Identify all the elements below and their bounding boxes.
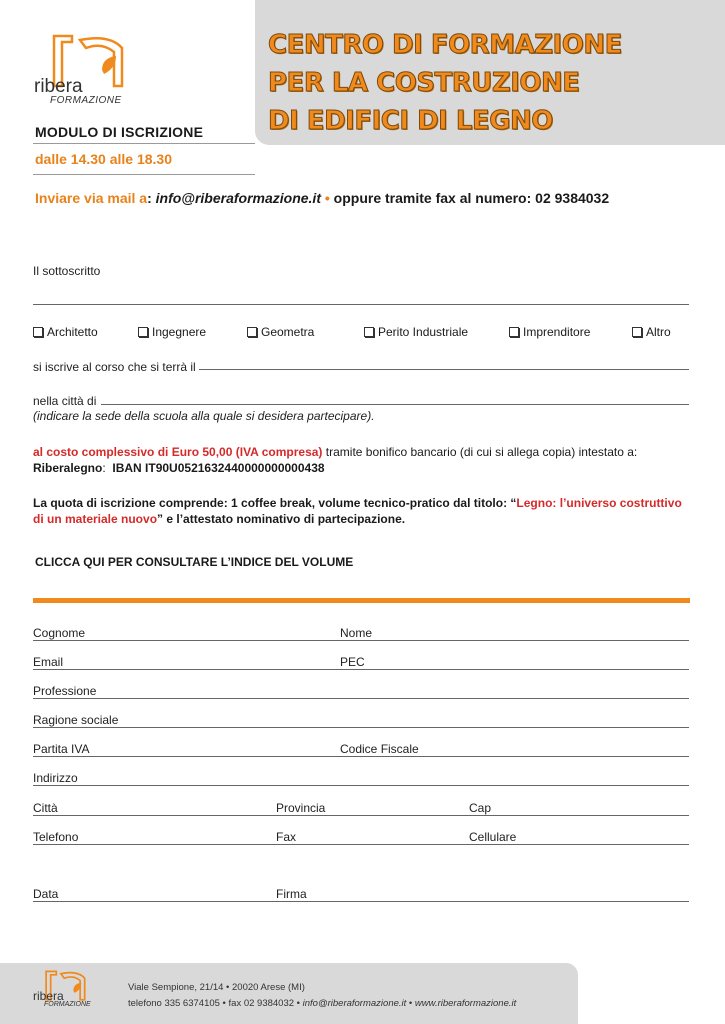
- divider: [33, 174, 255, 175]
- checkbox-altro[interactable]: [632, 325, 671, 339]
- cognome-label: Cognome: [33, 626, 86, 640]
- checkbox-label: Architetto: [47, 325, 98, 339]
- sottoscritto-field[interactable]: [33, 304, 689, 305]
- schedule-text: dalle 14.30 alle 18.30: [35, 151, 172, 167]
- footer-logo: [32, 968, 92, 1013]
- quota-book-title: Legno: l’universo costruttivo di un materiale nuovo: [33, 496, 682, 526]
- cap-label: Cap: [469, 801, 492, 815]
- professione-field[interactable]: [33, 698, 689, 699]
- iban: IBAN IT90U0521632440000000000438: [112, 461, 325, 475]
- footer-logo-name: ribera: [33, 989, 64, 1003]
- email-label: Email: [33, 655, 64, 669]
- footer-web-link[interactable]: www.riberaformazione.it: [414, 998, 517, 1009]
- index-link[interactable]: CLICCA QUI PER CONSULTARE L’INDICE DEL VOLUME: [35, 555, 354, 569]
- title-line-3: DI EDIFICI DI LEGNO: [268, 106, 553, 136]
- citta-label: nella città di: [33, 394, 97, 408]
- costo-rest: tramite bonifico bancario (di cui si allega copia) intestato a:: [322, 445, 638, 459]
- telefono-label: Telefono: [33, 830, 79, 844]
- checkbox-ingegnere[interactable]: [138, 325, 206, 339]
- costo-highlight: al costo complessivo di Euro 50,00 (IVA compresa): [33, 445, 323, 459]
- send-instructions: [35, 190, 609, 206]
- footer-email-link[interactable]: info@riberaformazione.it: [302, 998, 407, 1009]
- checkbox-architetto[interactable]: [33, 325, 98, 339]
- checkbox-icon: [33, 327, 43, 337]
- logo-name: ribera: [34, 76, 83, 97]
- form-title: MODULO DI ISCRIZIONE: [35, 124, 204, 140]
- fax-text: oppure tramite fax al numero: 02 9384032: [333, 190, 610, 206]
- beneficiario: Riberalegno: [33, 461, 103, 475]
- sottoscritto-label: Il sottoscritto: [33, 264, 101, 278]
- checkbox-label: Imprenditore: [523, 325, 591, 339]
- costo-paragraph: al costo complessivo di Euro 50,00 (IVA compresa) tramite bonifico bancario (di cui si allega copia) intestato a: Riberalegno: IBAN IT90U0521632440000000000438: [33, 445, 638, 475]
- footer-contacts: [128, 998, 516, 1009]
- partita-iva-label: Partita IVA: [33, 742, 90, 756]
- checkbox-label: Ingegnere: [152, 325, 207, 339]
- footer-sep: •: [406, 998, 415, 1009]
- title-line-1: CENTRO DI FORMAZIONE: [268, 30, 622, 60]
- send-colon: :: [147, 190, 152, 206]
- checkbox-label: Perito Industriale: [378, 325, 469, 339]
- citta-prov-cap-field[interactable]: [33, 815, 689, 816]
- logo: [32, 30, 132, 110]
- checkbox-imprenditore[interactable]: [509, 325, 590, 339]
- corso-label: si iscrive al corso che si terrà il: [33, 360, 196, 374]
- indirizzo-field[interactable]: [33, 785, 689, 786]
- citta-field-label: Città: [33, 801, 58, 815]
- telefono-fax-cell-field[interactable]: [33, 844, 689, 845]
- quota-part2: ” e l’attestato nominativo di partecipazione.: [157, 512, 406, 526]
- checkbox-geometra[interactable]: [247, 325, 314, 339]
- checkbox-icon: [364, 327, 374, 337]
- quota-paragraph: [33, 495, 695, 527]
- title-line-2: PER LA COSTRUZIONE: [268, 68, 580, 98]
- citta-note: (indicare la sede della scuola alla quale si desidera partecipare).: [33, 409, 375, 423]
- send-email-link[interactable]: info@riberaformazione.it: [155, 190, 321, 206]
- checkbox-icon: [632, 327, 642, 337]
- checkbox-perito[interactable]: [364, 325, 468, 339]
- cellulare-label: Cellulare: [469, 830, 517, 844]
- checkbox-icon: [138, 327, 148, 337]
- bullet: •: [324, 190, 330, 206]
- firma-label: Firma: [276, 887, 307, 901]
- cognome-nome-field[interactable]: [33, 640, 689, 641]
- data-label: Data: [33, 887, 59, 901]
- indirizzo-label: Indirizzo: [33, 771, 78, 785]
- footer-phone-fax: telefono 335 6374105 • fax 02 9384032 •: [128, 998, 303, 1009]
- citta-field[interactable]: [101, 404, 689, 405]
- orange-divider: [33, 598, 690, 603]
- codice-fiscale-label: Codice Fiscale: [340, 742, 419, 756]
- checkbox-icon: [509, 327, 519, 337]
- professione-label: Professione: [33, 684, 97, 698]
- checkbox-label: Geometra: [261, 325, 315, 339]
- data-firma-field[interactable]: [33, 901, 689, 902]
- quota-part1: La quota di iscrizione comprende: 1 coffee break, volume tecnico-pratico dal titolo: “: [33, 496, 517, 510]
- fax-label: Fax: [276, 830, 297, 844]
- corso-date-field[interactable]: [199, 369, 689, 370]
- checkbox-icon: [247, 327, 257, 337]
- ragione-sociale-label: Ragione sociale: [33, 713, 119, 727]
- email-pec-field[interactable]: [33, 669, 689, 670]
- checkbox-label: Altro: [646, 325, 671, 339]
- footer-address: Viale Sempione, 21/14 • 20020 Arese (MI): [128, 982, 305, 993]
- nome-label: Nome: [340, 626, 373, 640]
- ragione-sociale-field[interactable]: [33, 727, 689, 728]
- pec-label: PEC: [340, 655, 365, 669]
- footer-logo-subtitle: FORMAZIONE: [44, 1001, 91, 1008]
- divider: [33, 143, 255, 144]
- piva-cf-field[interactable]: [33, 756, 689, 757]
- send-prefix: Inviare via mail a: [35, 190, 148, 206]
- logo-subtitle: FORMAZIONE: [50, 95, 122, 106]
- provincia-label: Provincia: [276, 801, 326, 815]
